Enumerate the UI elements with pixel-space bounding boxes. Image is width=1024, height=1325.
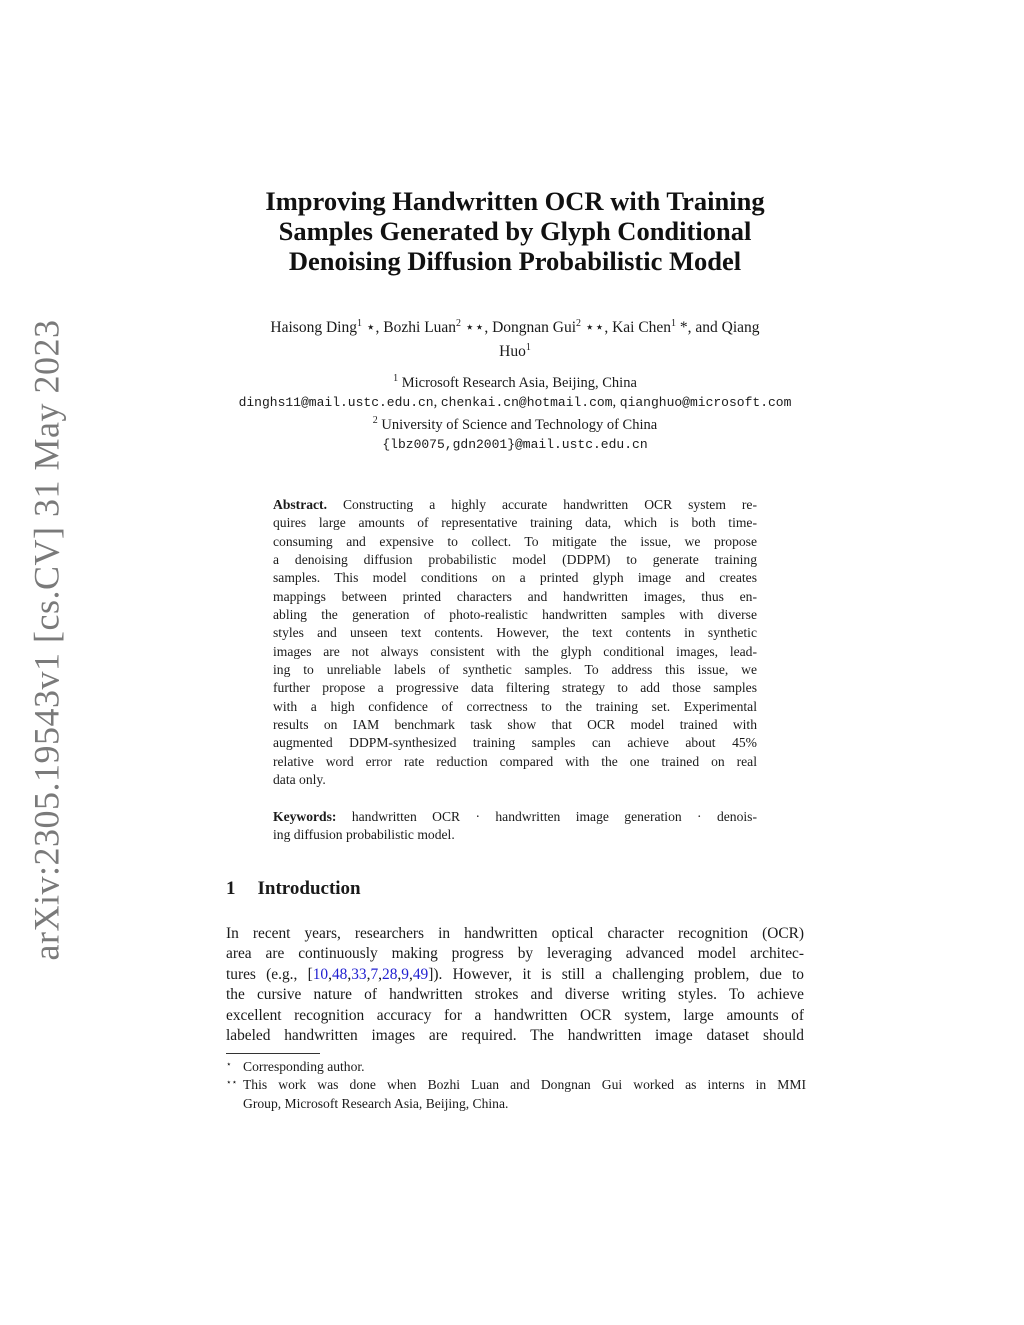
affiliation-index: 1 bbox=[393, 373, 399, 384]
email-link[interactable]: dinghs11@mail.ustc.edu.cn bbox=[238, 394, 434, 410]
abstract bbox=[273, 496, 757, 790]
affiliation-index: 1 bbox=[671, 318, 677, 329]
introduction-body bbox=[226, 924, 804, 1046]
abstract-line: mappings between printed characters and handwritten images, thus en- bbox=[273, 588, 757, 604]
author-name: , Dongnan Gui bbox=[484, 319, 577, 336]
affiliation-index: 1 bbox=[525, 342, 531, 353]
section-number: 1 bbox=[226, 878, 236, 899]
citation-link[interactable]: 9 bbox=[401, 965, 409, 983]
author-mark: ⋆ bbox=[361, 319, 376, 336]
body-line: area are continuously making progress by leveraging advanced model architec- bbox=[226, 945, 804, 963]
author-mark: ⋆⋆ bbox=[461, 319, 485, 336]
author-list bbox=[226, 314, 804, 362]
affiliation-index: 2 bbox=[576, 318, 582, 329]
body-line: the cursive nature of handwritten strokes and diverse writing styles. To achieve bbox=[226, 986, 804, 1004]
affiliation-index: 1 bbox=[356, 318, 362, 329]
author-mark: *, and Qiang bbox=[676, 319, 760, 336]
footnote-text: Corresponding author. bbox=[243, 1059, 365, 1074]
affiliation-name: University of Science and Technology of China bbox=[377, 417, 658, 433]
author-line bbox=[226, 338, 804, 362]
citation-link[interactable]: 48 bbox=[331, 965, 348, 983]
citation-link[interactable]: 28 bbox=[382, 965, 398, 983]
author-line bbox=[226, 314, 804, 338]
abstract-line: abling the generation of photo-realistic handwritten samples with diverse bbox=[273, 607, 757, 623]
section-title: Introduction bbox=[257, 878, 361, 899]
author-name: Haisong Ding bbox=[270, 319, 357, 336]
abstract-line: a denoising diffusion probabilistic model (DDPM) to generate training bbox=[273, 552, 757, 568]
body-line: In recent years, researchers in handwritten optical character recognition (OCR) bbox=[226, 925, 804, 942]
abstract-line: further propose a progressive data filtering strategy to add those samples bbox=[273, 680, 757, 696]
body-text: ]). However, it is still a challenging problem, due to bbox=[428, 965, 804, 983]
footnote-mark: ⋆ bbox=[226, 1059, 232, 1069]
section-heading bbox=[226, 878, 361, 900]
affiliation-1-emails bbox=[200, 393, 830, 413]
footnotes bbox=[226, 1058, 806, 1113]
abstract-line: images are not always consistent with the glyph conditional images, lead- bbox=[273, 643, 757, 659]
abstract-line: samples. This model conditions on a printed glyph image and creates bbox=[273, 570, 757, 586]
body-line: tures (e.g., [10,48,33,7,28,9,49]). However, it is still a challenging problem, due to bbox=[226, 965, 804, 983]
email-separator: , bbox=[433, 393, 441, 410]
affiliation-1 bbox=[200, 370, 830, 393]
footnote-text: Group, Microsoft Research Asia, Beijing, China. bbox=[243, 1095, 509, 1111]
abstract-line: with a high confidence of correctness to the training set. Experimental bbox=[273, 698, 757, 714]
keywords bbox=[273, 808, 757, 845]
abstract-label: Abstract. bbox=[273, 497, 327, 512]
abstract-line bbox=[273, 496, 757, 514]
keywords-label: Keywords: bbox=[273, 809, 337, 824]
footnote-mark: ⋆⋆ bbox=[226, 1077, 238, 1088]
body-line: labeled handwritten images are required. The handwritten image dataset should bbox=[226, 1027, 804, 1045]
author-mark: ⋆⋆ bbox=[581, 319, 605, 336]
body-line: excellent recognition accuracy for a handwritten OCR system, large amounts of bbox=[226, 1006, 804, 1024]
abstract-line: results on IAM benchmark task show that OCR model trained with bbox=[273, 717, 757, 733]
abstract-line: ing to unreliable labels of synthetic samples. To address this issue, we bbox=[273, 662, 757, 678]
keywords-line bbox=[273, 808, 757, 826]
footnote-divider bbox=[226, 1053, 320, 1054]
arxiv-identifier-text: arXiv:2305.19543v1 [cs.CV] 31 May 2023 bbox=[26, 319, 66, 961]
abstract-line: styles and unseen text contents. However, the text contents in synthetic bbox=[273, 625, 757, 641]
abstract-line: consuming and expensive to collect. To mitigate the issue, we propose bbox=[273, 533, 757, 549]
affiliation-index: 2 bbox=[372, 415, 378, 426]
body-text: tures (e.g., [ bbox=[226, 965, 313, 983]
email-link[interactable]: {lbz0075,gdn2001}@mail.ustc.edu.cn bbox=[382, 436, 648, 452]
keywords-line: ing diffusion probabilistic model. bbox=[273, 827, 455, 843]
title-line: Improving Handwritten OCR with Training bbox=[265, 186, 765, 216]
title-line: Samples Generated by Glyph Conditional bbox=[278, 216, 752, 246]
footnote bbox=[226, 1058, 806, 1076]
email-link[interactable]: chenkai.cn@hotmail.com bbox=[440, 394, 613, 410]
footnote-text: This work was done when Bozhi Luan and Dongnan Gui worked as interns in MMI bbox=[243, 1077, 806, 1093]
citation-link[interactable]: 49 bbox=[412, 965, 429, 983]
abstract-line: quires large amounts of representative training data, which is both time- bbox=[273, 515, 757, 531]
abstract-line: augmented DDPM-synthesized training samples can achieve about 45% bbox=[273, 735, 757, 751]
footnote bbox=[226, 1076, 806, 1113]
author-name: , Bozhi Luan bbox=[375, 319, 457, 336]
abstract-line: relative word error rate reduction compared with the one trained on real bbox=[273, 753, 757, 769]
affiliation-2-emails bbox=[200, 435, 830, 455]
citation-link[interactable]: 10 bbox=[312, 965, 329, 983]
abstract-line: data only. bbox=[273, 772, 326, 788]
email-separator: , bbox=[612, 393, 620, 410]
abstract-text: Constructing a highly accurate handwritten OCR system re- bbox=[342, 497, 757, 512]
author-name: , Kai Chen bbox=[604, 319, 672, 336]
title-line: Denoising Diffusion Probabilistic Model bbox=[288, 246, 742, 276]
affiliation-2 bbox=[200, 412, 830, 435]
author-name: Huo bbox=[499, 343, 526, 360]
arxiv-identifier bbox=[24, 319, 68, 961]
citation-link[interactable]: 7 bbox=[370, 965, 379, 983]
affiliations bbox=[200, 370, 830, 454]
email-link[interactable]: qianghuo@microsoft.com bbox=[619, 394, 792, 410]
paper-title bbox=[230, 186, 800, 276]
affiliation-name: Microsoft Research Asia, Beijing, China bbox=[398, 375, 637, 391]
affiliation-index: 2 bbox=[456, 318, 462, 329]
citation-link[interactable]: 33 bbox=[351, 965, 367, 983]
keywords-text: handwritten OCR · handwritten image generation · denois- bbox=[351, 809, 757, 824]
